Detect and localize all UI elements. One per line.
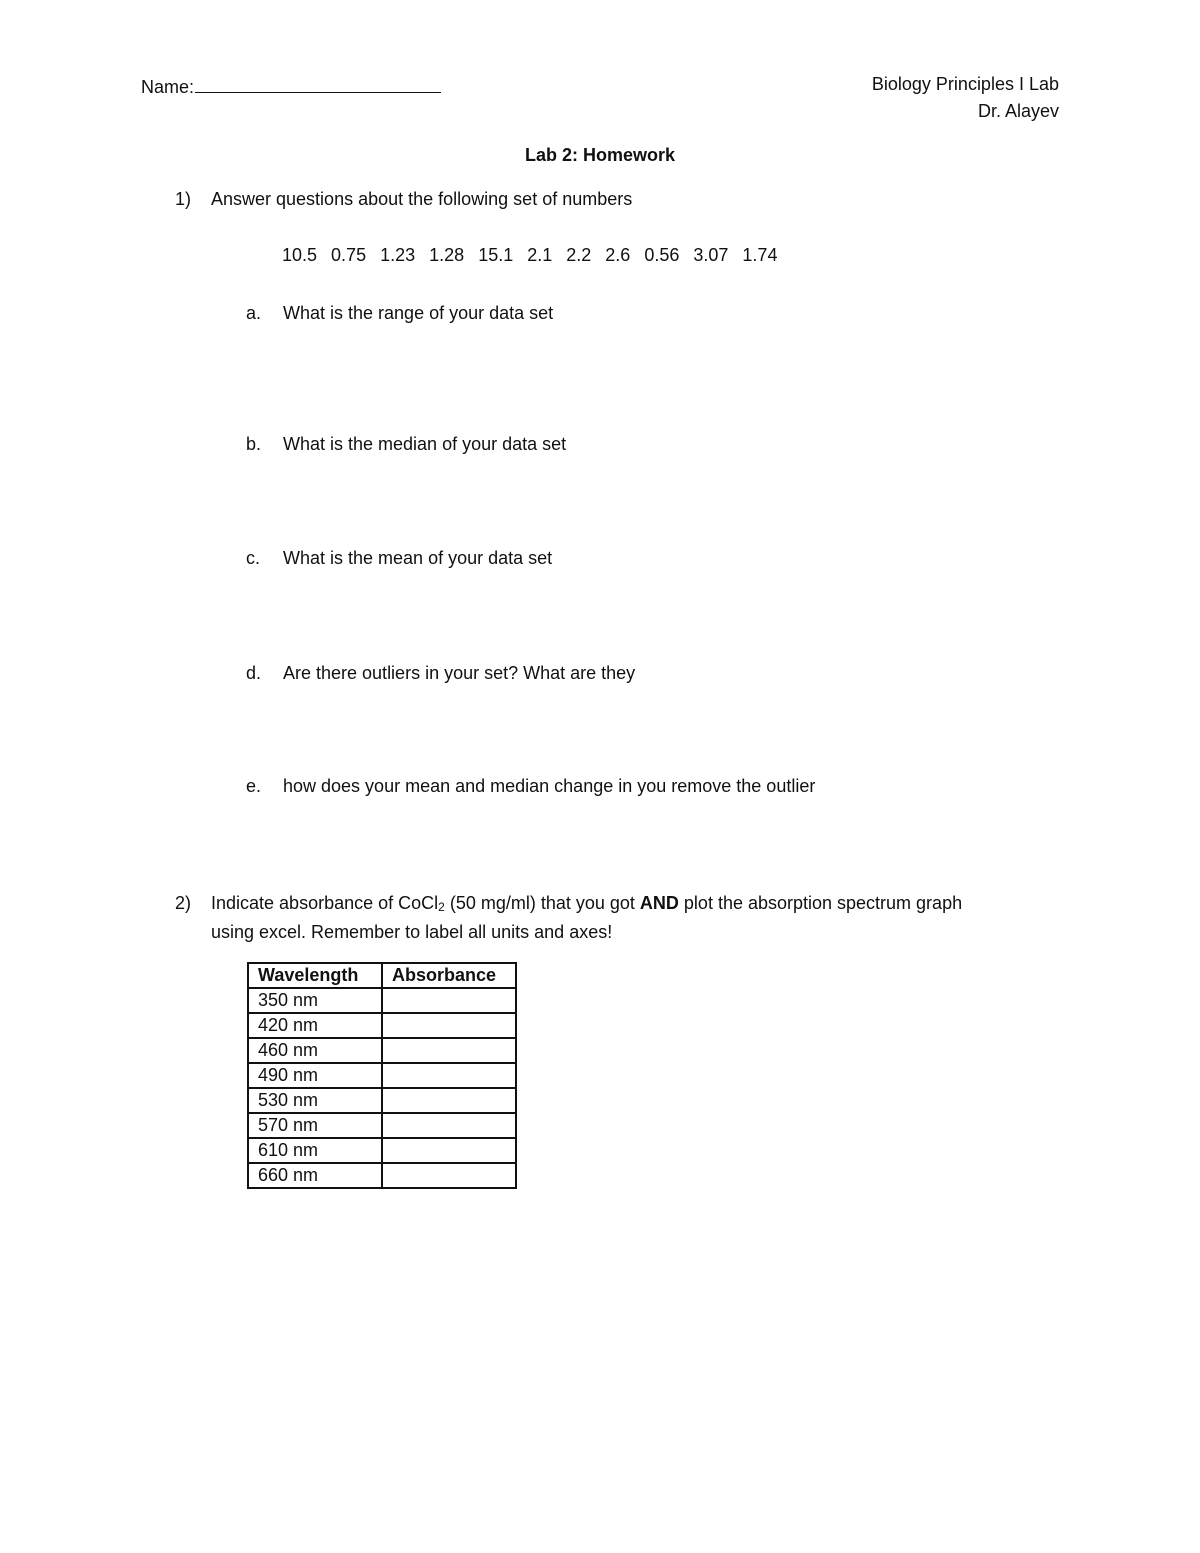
page-title: Lab 2: Homework <box>524 145 676 165</box>
question-1-text: Answer questions about the following set of numbers <box>211 189 633 209</box>
question-1-number: 1) <box>175 189 192 209</box>
number-value: 2.1 <box>527 245 553 265</box>
name-label: Name: <box>141 77 195 97</box>
absorbance-cell[interactable] <box>382 1088 516 1113</box>
table-row <box>248 988 516 1013</box>
wavelength-cell: 610 nm <box>248 1138 382 1163</box>
subquestion-c-letter: c. <box>246 548 261 568</box>
table-row <box>248 1138 516 1163</box>
question-2-text-part: plot the absorption spectrum graph <box>678 893 963 913</box>
table-row <box>248 1088 516 1113</box>
table-row <box>248 1163 516 1188</box>
number-value: 1.23 <box>380 245 416 265</box>
number-value: 2.6 <box>605 245 631 265</box>
absorbance-cell[interactable] <box>382 1038 516 1063</box>
column-header-absorbance: Absorbance <box>382 963 516 988</box>
number-value: 1.28 <box>429 245 465 265</box>
absorbance-cell[interactable] <box>382 1013 516 1038</box>
name-blank-line[interactable] <box>195 74 441 93</box>
absorbance-cell[interactable] <box>382 1063 516 1088</box>
absorbance-cell[interactable] <box>382 1113 516 1138</box>
absorbance-cell[interactable] <box>382 1163 516 1188</box>
question-2-text-line-1 <box>211 893 962 914</box>
absorbance-cell[interactable] <box>382 988 516 1013</box>
number-value: 10.5 <box>282 245 318 265</box>
wavelength-cell: 350 nm <box>248 988 382 1013</box>
question-2-text-line-2: using excel. Remember to label all units and axes! <box>211 922 613 942</box>
number-value: 0.75 <box>331 245 367 265</box>
wavelength-cell: 420 nm <box>248 1013 382 1038</box>
wavelength-cell: 490 nm <box>248 1063 382 1088</box>
table-header-row <box>248 963 516 988</box>
subquestion-a-letter: a. <box>246 303 262 323</box>
subquestion-d-text: Are there outliers in your set? What are they <box>283 663 636 683</box>
subquestion-d-letter: d. <box>246 663 262 683</box>
number-value: 15.1 <box>478 245 514 265</box>
wavelength-cell: 570 nm <box>248 1113 382 1138</box>
instructor-name: Dr. Alayev <box>977 101 1059 121</box>
subquestion-b-letter: b. <box>246 434 262 454</box>
table-row <box>248 1113 516 1138</box>
number-set <box>282 245 791 266</box>
wavelength-cell: 460 nm <box>248 1038 382 1063</box>
table-row <box>248 1063 516 1088</box>
name-field <box>141 74 441 98</box>
absorbance-cell[interactable] <box>382 1138 516 1163</box>
question-2-subscript: 2 <box>438 900 445 914</box>
number-value: 3.07 <box>693 245 729 265</box>
subquestion-a-text: What is the range of your data set <box>283 303 554 323</box>
number-value: 1.74 <box>742 245 778 265</box>
subquestion-e-letter: e. <box>246 776 262 796</box>
number-value: 0.56 <box>644 245 680 265</box>
wavelength-cell: 530 nm <box>248 1088 382 1113</box>
subquestion-c-text: What is the mean of your data set <box>283 548 553 568</box>
course-title: Biology Principles I Lab <box>871 74 1059 94</box>
question-2-text-part: (50 mg/ml) that you got <box>444 893 640 913</box>
table-row <box>248 1013 516 1038</box>
question-2-text-part: Indicate absorbance of CoCl <box>211 893 439 913</box>
absorbance-table <box>247 962 517 1189</box>
question-2-number: 2) <box>175 893 192 913</box>
question-2-emphasis: AND <box>639 893 679 913</box>
subquestion-e-text: how does your mean and median change in you remove the outlier <box>283 776 816 796</box>
subquestion-b-text: What is the median of your data set <box>283 434 567 454</box>
wavelength-cell: 660 nm <box>248 1163 382 1188</box>
column-header-wavelength: Wavelength <box>248 963 382 988</box>
number-value: 2.2 <box>566 245 592 265</box>
table-row <box>248 1038 516 1063</box>
